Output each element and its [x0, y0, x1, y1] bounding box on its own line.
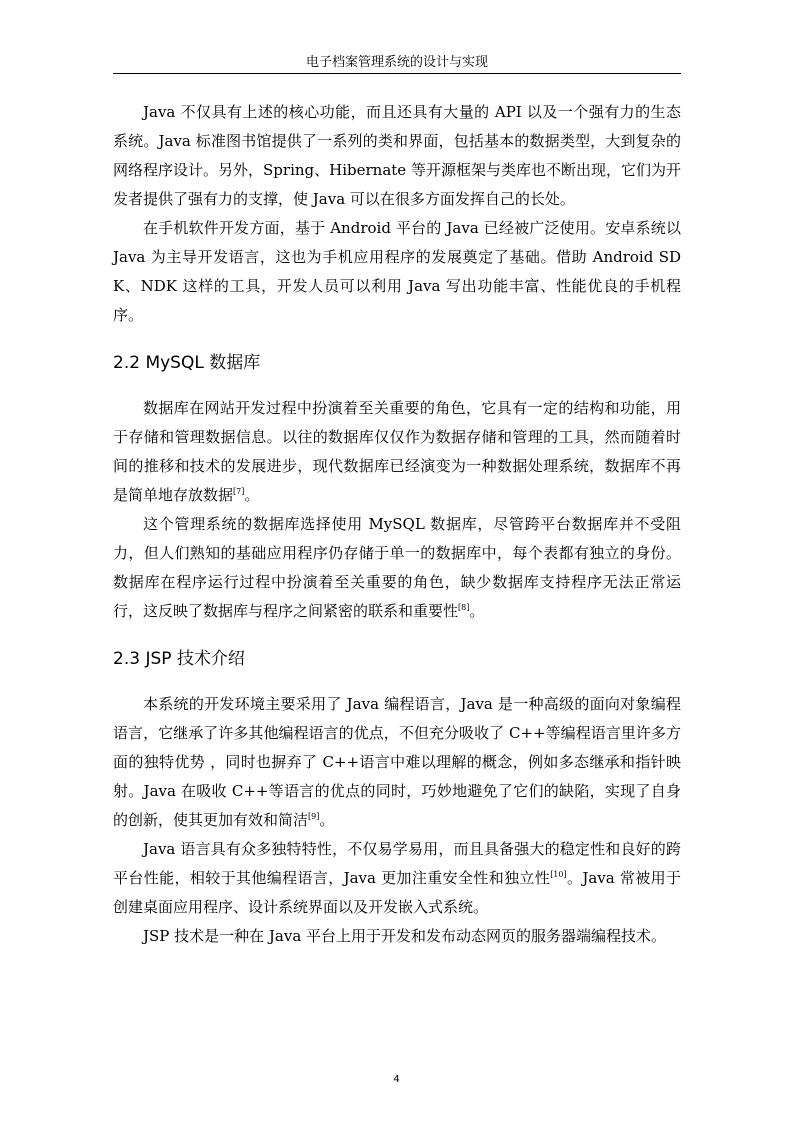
paragraph-text: Java 语言具有众多独特特性，不仅易学易用，而且具备强大的稳定性和良好的跨平台性能，相较于其他编程语言，Java 更加注重安全性和独立性 — [113, 840, 681, 887]
paragraph-text-end: 。 — [469, 602, 485, 620]
section-heading-jsp: 2.3 JSP 技术介绍 — [113, 649, 245, 669]
paragraph-java-features — [113, 835, 681, 922]
citation-8: [8] — [458, 603, 470, 612]
citation-7: [7] — [233, 487, 245, 496]
paragraph-java-ecosystem: Java 不仅具有上述的核心功能，而且还具有大量的 API 以及一个强有力的生态系统。Java 标准图书馆提供了一系列的类和界面，包括基本的数据类型，大到复杂的网络程序设计。另外，Spring、Hibernate 等开源框架与类库也不断出现，它们为开发者提供了强有力的支撑，使 Java 可以在很多方面发挥自己的长处。 — [113, 103, 681, 208]
page-number: 4 — [393, 1074, 400, 1085]
paragraph-text: 本系统的开发环境主要采用了 Java 编程语言，Java 是一种高级的面向对象编程语言，它继承了许多其他编程语言的优点，不但充分吸收了 C++等编程语言里许多方面的独特优势 ，同时也摒弃了 C++语言中难以理解的概念，例如多态继承和指针映射。Java 在吸收 C++等语言的优点的同时，巧妙地避免了它们的缺陷，实现了自身的创新，使其更加有效和简洁 — [113, 695, 681, 829]
paragraph-java-language — [113, 690, 681, 835]
section-heading-mysql: 2.2 MySQL 数据库 — [113, 353, 261, 373]
citation-10: [10] — [550, 870, 567, 879]
paragraph-text: 数据库在网站开发过程中扮演着至关重要的角色，它具有一定的结构和功能，用于存储和管理数据信息。以往的数据库仅仅作为数据存储和管理的工具，然而随着时间的推移和技术的发展进步，现代数据库已经演变为一种数据处理系统，数据库不再是简单地存放数据 — [113, 399, 681, 504]
paragraph-java-android: 在手机软件开发方面，基于 Android 平台的 Java 已经被广泛使用。安卓系统以 Java 为主导开发语言，这也为手机应用程序的发展奠定了基础。借助 Android SDK、NDK 这样的工具，开发人员可以利用 Java 写出功能丰富、性能优良的手机程序。 — [113, 219, 681, 324]
paragraph-text: 这个管理系统的数据库选择使用 MySQL 数据库，尽管跨平台数据库并不受阻力，但人们熟知的基础应用程序仍存储于单一的数据库中，每个表都有独立的身份。数据库在程序运行过程中扮演着至关重要的角色，缺少数据库支持程序无法正常运行，这反映了数据库与程序之间紧密的联系和重要性 — [113, 515, 681, 620]
paragraph-jsp-intro: JSP 技术是一种在 Java 平台上用于开发和发布动态网页的服务器端编程技术。 — [143, 927, 667, 945]
paragraph-text-end: 。 — [319, 811, 335, 829]
page-body — [113, 98, 681, 951]
paragraph-text-end: 。 — [244, 486, 260, 504]
paragraph-text-end: 。Java 常被用于创建桌面应用程序、设计系统界面以及开发嵌入式系统。 — [113, 869, 681, 916]
citation-9: [9] — [308, 812, 320, 821]
paragraph-mysql-choice — [113, 510, 681, 626]
running-header: 电子档案管理系统的设计与实现 — [305, 55, 488, 70]
paragraph-database-role — [113, 394, 681, 510]
header-divider — [113, 73, 681, 74]
